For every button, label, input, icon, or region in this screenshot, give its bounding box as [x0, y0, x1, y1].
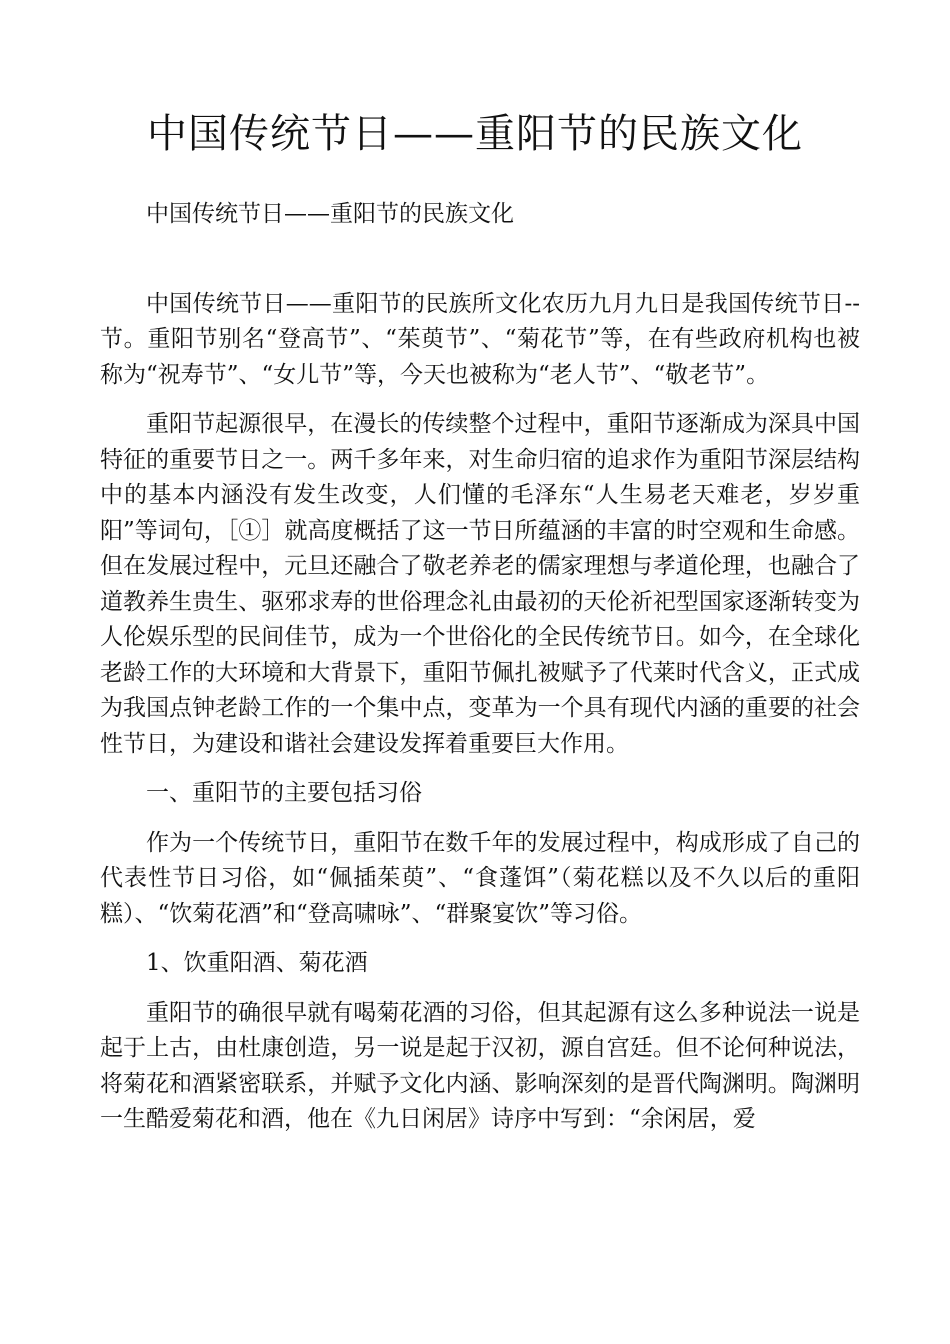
intro-paragraph: 中国传统节日——重阳节的民族所文化农历九月九日是我国传统节日--节。重阳节别名“登高节”、“茱萸节”、“菊花节”等，在有些政府机构也被称为“祝寿节”、“女儿节”等，今天也被称为“老人节”、“敬老节”。 [100, 290, 860, 388]
wine-paragraph: 重阳节的确很早就有喝菊花酒的习俗，但其起源有这么多种说法一说是起于上古，由杜康创造，另一说是起于汉初，源自宫廷。但不论何种说法，将菊花和酒紧密联系，并赋予文化内涵、影响深刻的是晋代陶渊明。陶渊明一生酷爱菊花和酒，他在《九日闲居》诗序中写到：“余闲居，爱 [100, 999, 860, 1132]
customs-paragraph: 作为一个传统节日，重阳节在数千年的发展过程中，构成形成了自己的代表性节日习俗，如“佩插茱萸”、“食蓬饵”（菊花糕以及不久以后的重阳糕）、“饮菊花酒”和“登高啸咏”、“群聚宴饮”等习俗。 [100, 829, 860, 927]
origin-paragraph: 重阳节起源很早，在漫长的传续整个过程中，重阳节逐渐成为深具中国特征的重要节日之一。两千多年来，对生命归宿的追求作为重阳节深层结构中的基本内涵没有发生改变，人们懂的毛泽东“人生易老天难老，岁岁重阳”等词句，［①］就高度概括了这一节日所蕴涵的丰富的时空观和生命感。但在发展过程中，元旦还融合了敬老养老的儒家理想与孝道伦理，也融合了道教养生贵生、驱邪求寿的世俗理念礼由最初的天伦祈祀型国家逐渐转变为人伦娱乐型的民间佳节，成为一个世俗化的全民传统节日。如今，在全球化老龄工作的大环境和大背景下，重阳节佩扎被赋予了代莱时代含义，正式成为我国点钟老龄工作的一个集中点，变革为一个具有现代内涵的重要的社会性节日，为建设和谐社会建设发挥着重要巨大作用。 [100, 411, 860, 757]
subsection-heading-wine: 1、饮重阳酒、菊花酒 [146, 950, 368, 976]
subtitle-paragraph: 中国传统节日——重阳节的民族文化 [146, 201, 514, 227]
document-body [100, 197, 860, 1138]
section-heading-customs: 一、重阳节的主要包括习俗 [146, 780, 422, 806]
document-title: 中国传统节日——重阳节的民族文化 [147, 111, 803, 157]
